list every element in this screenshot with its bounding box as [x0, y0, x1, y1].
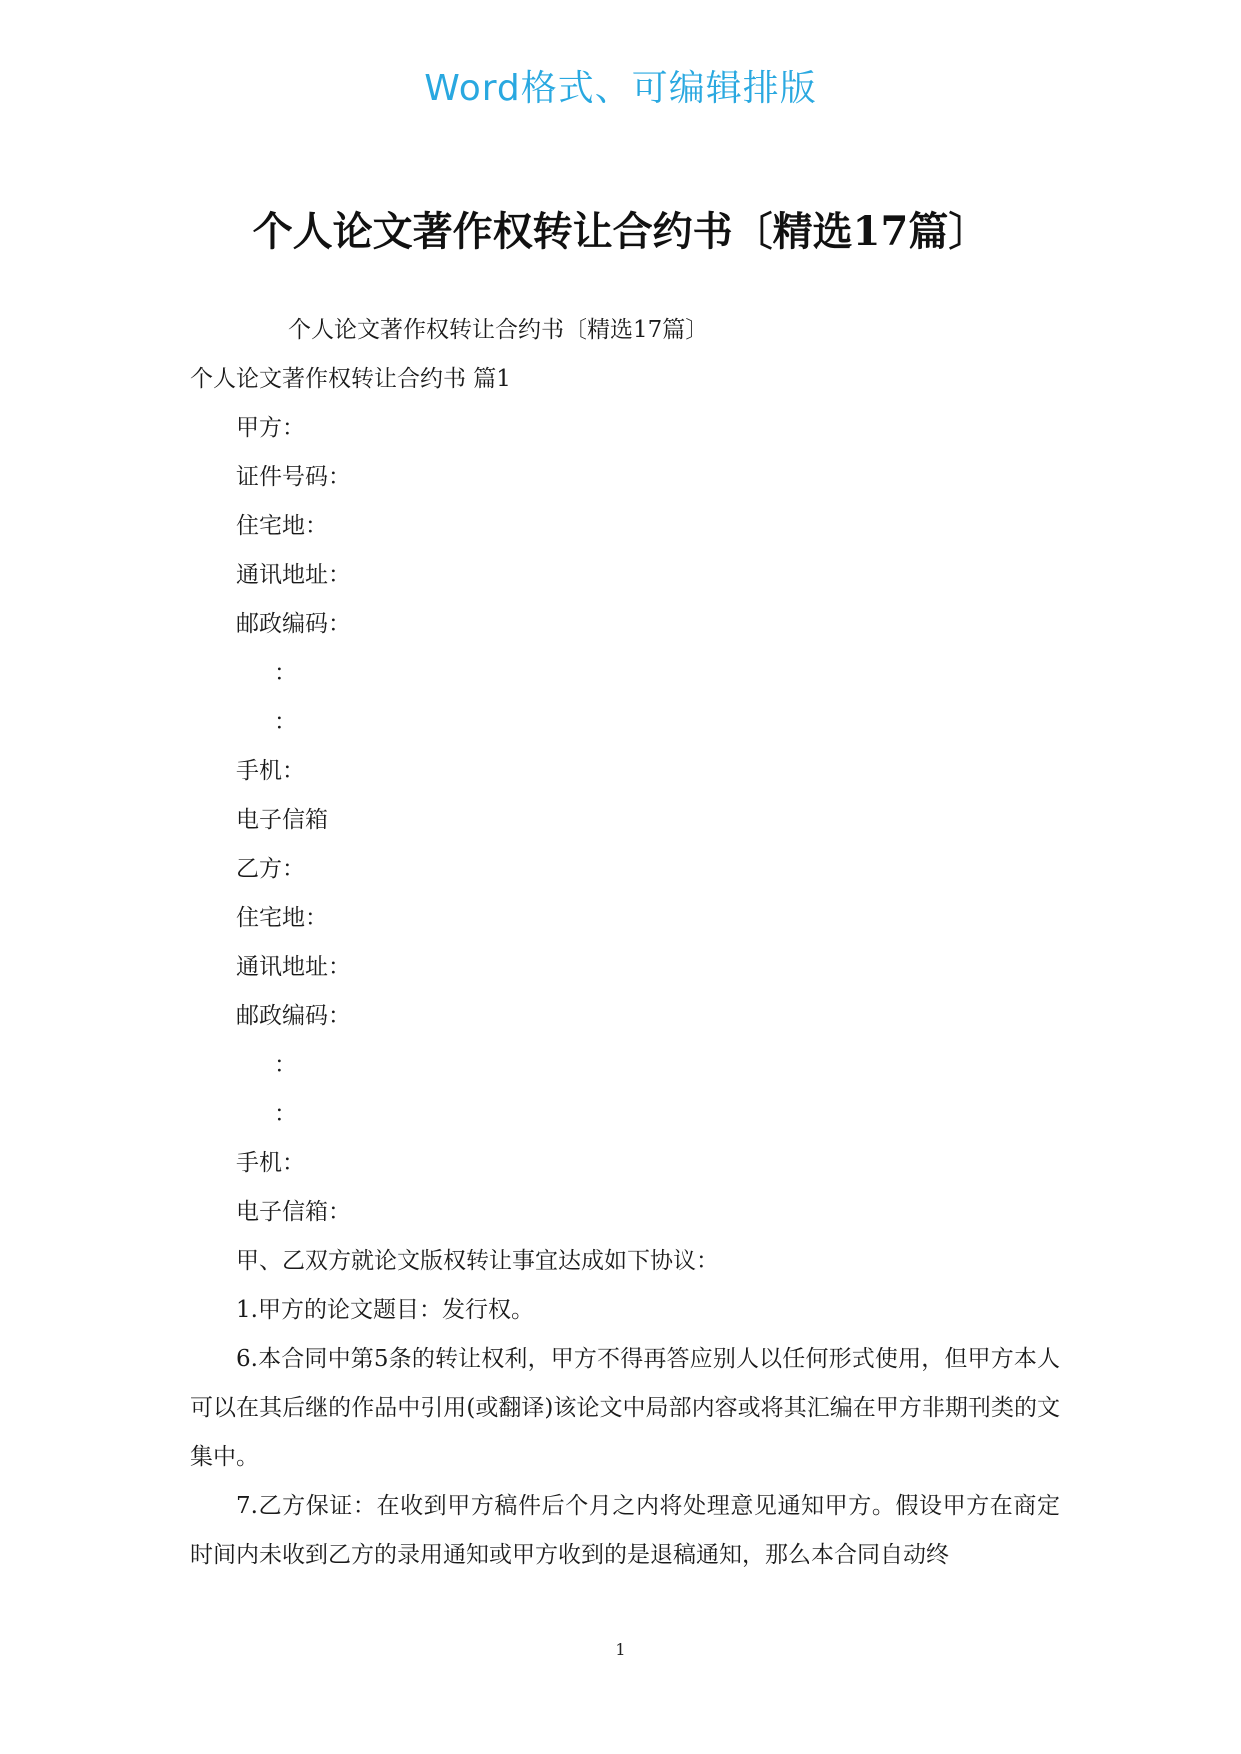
- party-b-label: 乙方：: [236, 856, 305, 882]
- party-b-blank-field: ：: [274, 1101, 297, 1127]
- party-b-blank-field: ：: [274, 1052, 297, 1078]
- party-b-mailing-address: 通讯地址：: [236, 954, 351, 980]
- party-b-postal-code: 邮政编码：: [236, 1003, 351, 1029]
- header-banner: Word格式、可编辑排版: [424, 68, 817, 109]
- party-a-blank-field: ：: [274, 660, 297, 686]
- party-b-email: 电子信箱：: [236, 1199, 351, 1225]
- clause-7: 7.乙方保证：在收到甲方稿件后个月之内将处理意见通知甲方。假设甲方在商定时间内未收到乙方的录用通知或甲方收到的是退稿通知，那么本合同自动终: [190, 1493, 1060, 1568]
- party-a-email: 电子信箱: [236, 807, 328, 833]
- party-b-mobile: 手机：: [236, 1150, 305, 1176]
- document-subtitle: 个人论文著作权转让合约书〔精选17篇〕: [288, 317, 709, 343]
- party-a-mailing-address: 通讯地址：: [236, 562, 351, 588]
- party-a-postal-code: 邮政编码：: [236, 611, 351, 637]
- party-a-label: 甲方：: [236, 415, 305, 441]
- party-a-residence: 住宅地：: [236, 513, 328, 539]
- clause-1: 1.甲方的论文题目：发行权。: [236, 1297, 534, 1323]
- party-a-mobile: 手机：: [236, 758, 305, 784]
- document-body: [190, 306, 1060, 1580]
- section-heading: 个人论文著作权转让合约书 篇1: [190, 366, 511, 392]
- clause-6: 6.本合同中第5条的转让权利，甲方不得再答应别人以任何形式使用，但甲方本人可以在其后继的作品中引用(或翻译)该论文中局部内容或将其汇编在甲方非期刊类的文集中。: [190, 1346, 1060, 1470]
- page-number: 1: [615, 1640, 626, 1659]
- party-a-blank-field: ：: [274, 709, 297, 735]
- party-b-residence: 住宅地：: [236, 905, 328, 931]
- document-title: 个人论文著作权转让合约书〔精选17篇〕: [252, 208, 989, 255]
- party-a-id-number: 证件号码：: [236, 464, 351, 490]
- agreement-intro: 甲、乙双方就论文版权转让事宜达成如下协议：: [236, 1248, 719, 1274]
